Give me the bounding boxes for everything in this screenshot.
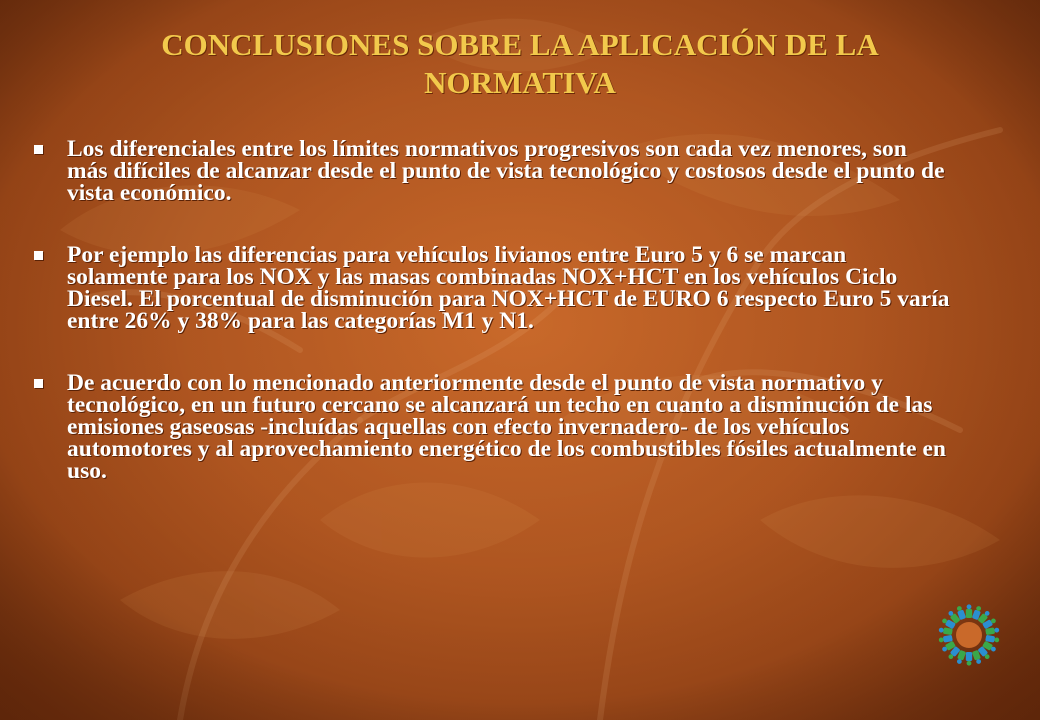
circular-emblem-logo-icon [936,604,1002,666]
bullet-text: Los diferenciales entre los límites normativos progresivos son cada vez menores, son más difíciles de alcanzar desde el punto de vista tecnológico y costosos desde el punto de vista económico. [67,136,945,206]
bullet-list [30,138,950,482]
bullet-text: De acuerdo con lo mencionado anteriormente desde el punto de vista normativo y tecnológico, en un futuro cercano se alcanzará un techo en cuanto a disminución de las emisiones gaseosas -incluídas aquellas con efecto invernadero- de los vehículos automotores y al aprovechamiento energético de los combustibles fósiles actualmente en uso. [67,370,946,484]
bullet-text: Por ejemplo las diferencias para vehículos livianos entre Euro 5 y 6 se marcan solamente para los NOX y las masas combinadas NOX+HCT en los vehículos Ciclo Diesel. El porcentual de disminución para NOX+HCT de EURO 6 respecto Euro 5 varía entre 26% y 38% para las categorías M1 y N1. [67,242,950,334]
bullet-item [30,244,950,332]
square-bullet-icon [34,379,43,388]
logo-figure [966,604,972,618]
square-bullet-icon [34,251,43,260]
bullet-item [30,138,950,204]
slide-title: CONCLUSIONES SOBRE LA APLICACIÓN DE LA NORMATIVA [161,27,879,100]
square-bullet-icon [34,145,43,154]
logo-figure [966,652,972,666]
bullet-item [30,372,950,482]
logo-center [956,622,982,648]
